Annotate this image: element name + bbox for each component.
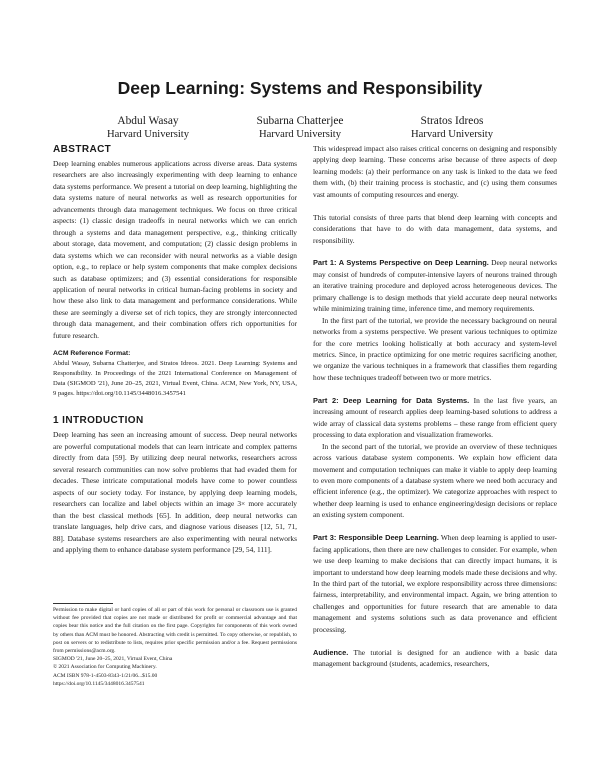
part3-label: Part 3: Responsible Deep Learning.: [313, 533, 439, 543]
author-affiliation: Harvard University: [258, 129, 342, 140]
paragraph: In the second part of the tutorial, we provide an overview of these techniques across various database system components. We explain how efficient data movement and computation techniques can make it viable to apply deep learning to even more components of a database system where we need both accuracy and efficient inference (e.g., the optimizer). We categorize approaches with respect to whether deep learning is used to enhance engineering/design decisions or replace an existing system component.: [313, 441, 557, 520]
abstract-heading: ABSTRACT: [53, 144, 112, 155]
author-affiliation: Harvard University: [106, 129, 190, 140]
isbn-line: ACM ISBN 978-1-4503-8343-1/21/06...$15.00: [53, 672, 158, 679]
author-name: Stratos Idreos: [420, 115, 484, 127]
doi-link[interactable]: https://doi.org/10.1145/3448016.3457541: [53, 680, 145, 687]
conference-line: SIGMOD '21, June 20–25, 2021, Virtual Event, China: [53, 656, 173, 663]
author-affiliation: Harvard University: [410, 129, 494, 140]
part1-label: Part 1: A Systems Perspective on Deep Learning.: [313, 258, 489, 268]
part1-text: Deep neural networks may consist of hundreds of computer-intensive layers of neurons trained through an iterative training procedure and deployed across heterogeneous devices. The primary challenge is to design methods that yield accurate deep neural networks while minimizing training time, inference time, and memory requirements.: [313, 258, 558, 314]
paragraph: This widespread impact also raises critical concerns on designing and responsibly applying deep learning. These concerns arise because of three aspects of deep learning models: (a) their performance on any task is linked to the data we feed them with, (b) their training process is stochastic, and (c) using them consumes vast amounts of computing resources and energy.: [313, 144, 557, 199]
acm-reference-text: Abdul Wasay, Subarna Chatterjee, and Stratos Idreos. 2021. Deep Learning: Systems and Responsibility. In Proceedings of the 2021 International Conference on Management of Data (SIGMOD '21), June 20–25, 2021, Virtual Event, China. ACM, New York, NY, USA, 9 pages. https://doi.org/10.1145/3448016.3457541: [53, 360, 297, 397]
abstract-text: Deep learning enables numerous applications across diverse areas. Data systems researchers are also increasingly experimenting with deep learning to enhance data systems performance. We present a tutorial on deep learning, highlighting the data systems nature of neural networks as well as research opportunities for advancements through data management techniques. We focus on three critical aspects: (1) classic design tradeoffs in neural networks which we can enrich through a systems and data management perspective, e.g., thinking critically about storage, data movement, and computation; (2) classic design problems in data systems which we can reconsider with neural networks as a viable design option, e.g., to replace or help system components that make complex decisions such as database optimizers; and (3) essential considerations for responsible application of neural networks in critical human-facing problems in society and how these also link to data management and performance considerations. While these are seemingly a diverse set of rich topics, they are strongly interconnected through data management, and their combination offers rich opportunities for future research.: [53, 159, 297, 340]
audience-label: Audience.: [313, 647, 349, 657]
part3-text: When deep learning is applied to user-facing applications, then there are new challenges to consider. For example, when we use deep learning to make decisions that can directly impact humans, it is important to understand how deep learning models made these decisions and why. In the third part of the tutorial, we explore responsibility across three dimensions: fairness, interpretability, and environmental impact. Again, we bring attention to challenges and opportunities for future research that are amenable to data management and systems solutions such as data provenance and efficient processing.: [313, 533, 557, 634]
left-column: [53, 143, 297, 555]
part2-paragraph: [313, 395, 557, 441]
part2-label: Part 2: Deep Learning for Data Systems.: [313, 395, 470, 405]
author-block: [352, 115, 552, 141]
copyright-footnote: [53, 606, 297, 688]
part3-paragraph: [313, 532, 557, 635]
audience-text: The tutorial is designed for an audience with a basic data management background (students, academics, researchers,: [313, 647, 557, 669]
introduction-heading: 1 INTRODUCTION: [53, 415, 144, 427]
paper-title: Deep Learning: Systems and Responsibility: [117, 78, 483, 98]
right-column: [313, 143, 557, 670]
permission-notice: Permission to make digital or hard copies of all or part of this work for personal or classroom use is granted without fee provided that copies are not made or distributed for profit or commercial advantage and that copies bear this notice and the full citation on the first page. Copyrights for components of this work owned by others than ACM must be honored. Abstracting with credit is permitted. To copy otherwise, or republish, to post on servers or to redistribute to lists, requires prior specific permission and/or a fee. Request permissions from permissions@acm.org.: [53, 607, 297, 655]
paragraph: This tutorial consists of three parts that blend deep learning with concepts and considerations that have to do with data management, data systems, and responsibility.: [313, 212, 557, 245]
part1-paragraph: [313, 257, 557, 314]
author-name: Abdul Wasay: [117, 115, 179, 127]
copyright-line: © 2021 Association for Computing Machinery.: [53, 664, 157, 671]
introduction-text: Deep learning has seen an increasing amount of success. Deep neural networks are powerful computational models that can learn intricate and complex patterns directly from data [59]. By utilizing deep neural networks, researchers across several research communities can now solve problems that had evaded them for decades. These intricate computational models have come to power countless aspects of our society today. For instance, by applying deep learning models, researchers can localize and label objects within an image 3× more accurately than the best classical methods [65]. In addition, deep neural networks can translate languages, help drive cars, and diagnose various diseases [12, 51, 71, 88]. Database systems researchers are also experimenting with neural networks and applying them to enhance database system performance [29, 54, 111].: [53, 430, 297, 554]
footnote-rule: [53, 603, 113, 604]
paragraph: In the first part of the tutorial, we provide the necessary background on neural networks from a systems perspective. We present various techniques to optimize for the core metrics looking holistically at both accuracy and system-level metrics. Since, in practice optimizing for one metric requires sacrificing another, we organize the various techniques in a framework that classifies them regarding how these techniques tradeoff between two or more metrics.: [313, 315, 557, 382]
audience-paragraph: [313, 647, 557, 670]
part2-text: In the last five years, an increasing amount of research applies deep learning-based solutions to address a wide array of classical data systems problems – these range from efficient query processing to data exploration and visualization frameworks.: [313, 395, 557, 440]
acm-reference-heading: ACM Reference Format:: [53, 350, 131, 358]
author-name: Subarna Chatterjee: [256, 115, 344, 127]
